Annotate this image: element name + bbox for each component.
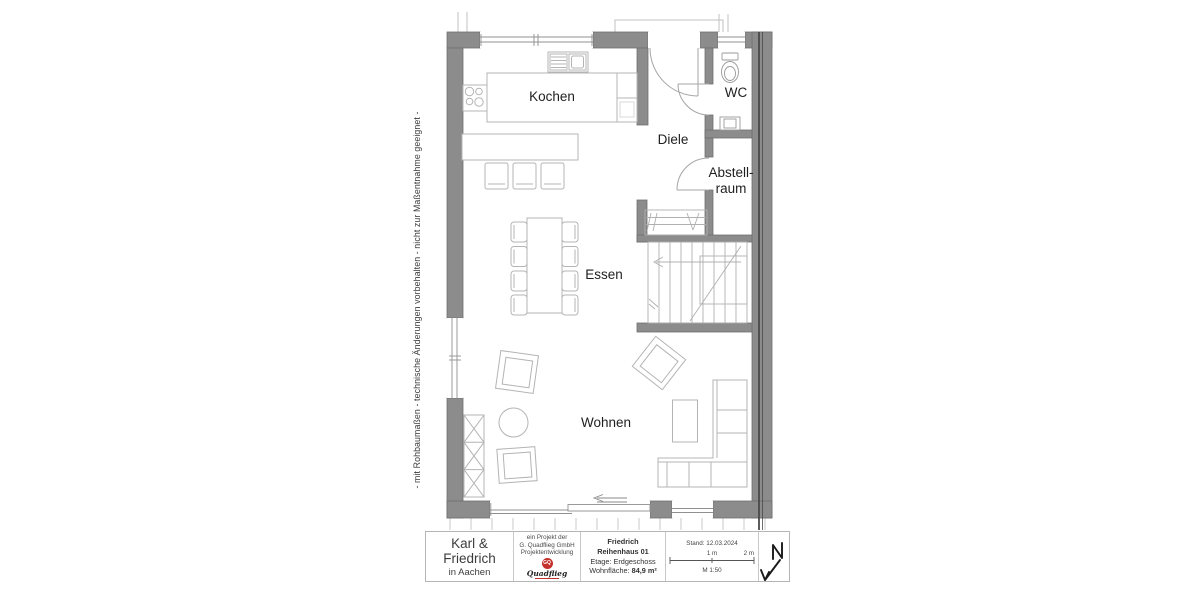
project-floor: Etage: Erdgeschoss <box>590 556 656 566</box>
client-name: Karl & Friedrich <box>443 535 496 566</box>
stove <box>463 85 487 111</box>
room-label-wc: WC <box>724 85 748 100</box>
project-note-line1: ein Projekt der <box>526 533 568 541</box>
wc-window <box>718 32 745 48</box>
left-window <box>447 318 463 398</box>
wall-stair-top <box>637 235 752 242</box>
entrance-door-arc <box>650 48 698 96</box>
stair-walk-line <box>649 257 741 309</box>
side-table <box>499 408 528 437</box>
dining-furniture <box>511 218 578 315</box>
entrance-canopy-outline <box>615 20 723 32</box>
kitchen-counter-right <box>617 73 637 122</box>
toilet <box>722 53 739 83</box>
title-block-north-cell <box>759 532 789 581</box>
title-block-developer-cell <box>514 532 581 581</box>
wc-door-arc <box>678 84 709 115</box>
kitchen-window <box>480 32 593 48</box>
terrace-sliding-door <box>490 495 650 519</box>
wardrobe-shelf <box>464 415 484 497</box>
doors <box>650 48 709 190</box>
coffee-table <box>673 400 698 442</box>
disclaimer-vertical-text: - mit Rohbaumaßen - technische Änderungen vorbehalten - nicht zur Maßentnahme geeignet - <box>412 111 422 489</box>
kitchen-furniture <box>462 52 637 189</box>
entrance-opening <box>648 32 700 48</box>
hall-wardrobe <box>645 210 707 235</box>
scale-bar <box>667 549 757 566</box>
staircase <box>648 242 747 323</box>
bottom-window <box>672 501 713 518</box>
project-subtitle: Reihenhaus 01 <box>597 546 649 556</box>
stair-break-line <box>690 246 741 321</box>
room-label-wohnen: Wohnen <box>580 415 632 430</box>
project-title: Friedrich <box>607 537 639 547</box>
project-note-line3: Projektentwicklung <box>520 549 574 557</box>
project-area <box>589 566 657 576</box>
armchair-2 <box>632 336 685 389</box>
bar-stools <box>485 163 564 189</box>
terrace-decking <box>450 518 765 530</box>
scale-ratio: M 1:50 <box>702 566 722 574</box>
title-block-scale-cell <box>666 532 759 581</box>
room-label-abstellraum-line2: raum <box>715 181 747 196</box>
wall-storage-lower <box>705 190 713 235</box>
quadflieg-logo-icon: GQ <box>542 558 553 569</box>
room-label-abstellraum-line1: Abstell- <box>708 165 754 180</box>
project-note-line2: G. Quadflieg GmbH <box>519 541 575 549</box>
quadflieg-logo-name: Quadflieg <box>526 569 568 579</box>
sink-unit <box>548 52 588 72</box>
plan-date: Stand: 12.03.2024 <box>686 539 738 547</box>
dining-table <box>527 218 562 313</box>
wc-sink <box>720 117 740 130</box>
room-label-essen: Essen <box>585 267 623 282</box>
wall-wc-bottom <box>705 130 752 138</box>
exterior-context-lines <box>458 12 728 32</box>
title-block <box>425 531 790 582</box>
sliding-direction-arrow <box>594 495 627 503</box>
room-label-diele: Diele <box>657 132 689 147</box>
north-arrow-icon <box>760 533 788 581</box>
wall-wc-upper <box>705 48 713 84</box>
sofa <box>658 380 747 487</box>
wall-stair-bottom <box>637 323 752 332</box>
room-label-kochen: Kochen <box>529 89 575 104</box>
quadflieg-logo-underline <box>535 578 559 579</box>
scale-bar-label-1m: 1 m <box>706 549 718 557</box>
armchair-3 <box>497 447 537 484</box>
title-block-project-cell <box>581 532 666 581</box>
client-city: in Aachen <box>448 566 491 578</box>
storage-door-arc <box>677 158 709 190</box>
wall-kitchen-diele <box>637 48 648 125</box>
title-block-client-cell <box>426 532 514 581</box>
area-value: 84,9 m² <box>631 566 657 576</box>
area-label: Wohnfläche: <box>589 566 630 576</box>
wall-storage-upper <box>705 138 713 157</box>
scale-bar-label-2m: 2 m <box>743 549 754 557</box>
bar-table <box>462 134 578 160</box>
armchair-1 <box>496 351 539 394</box>
